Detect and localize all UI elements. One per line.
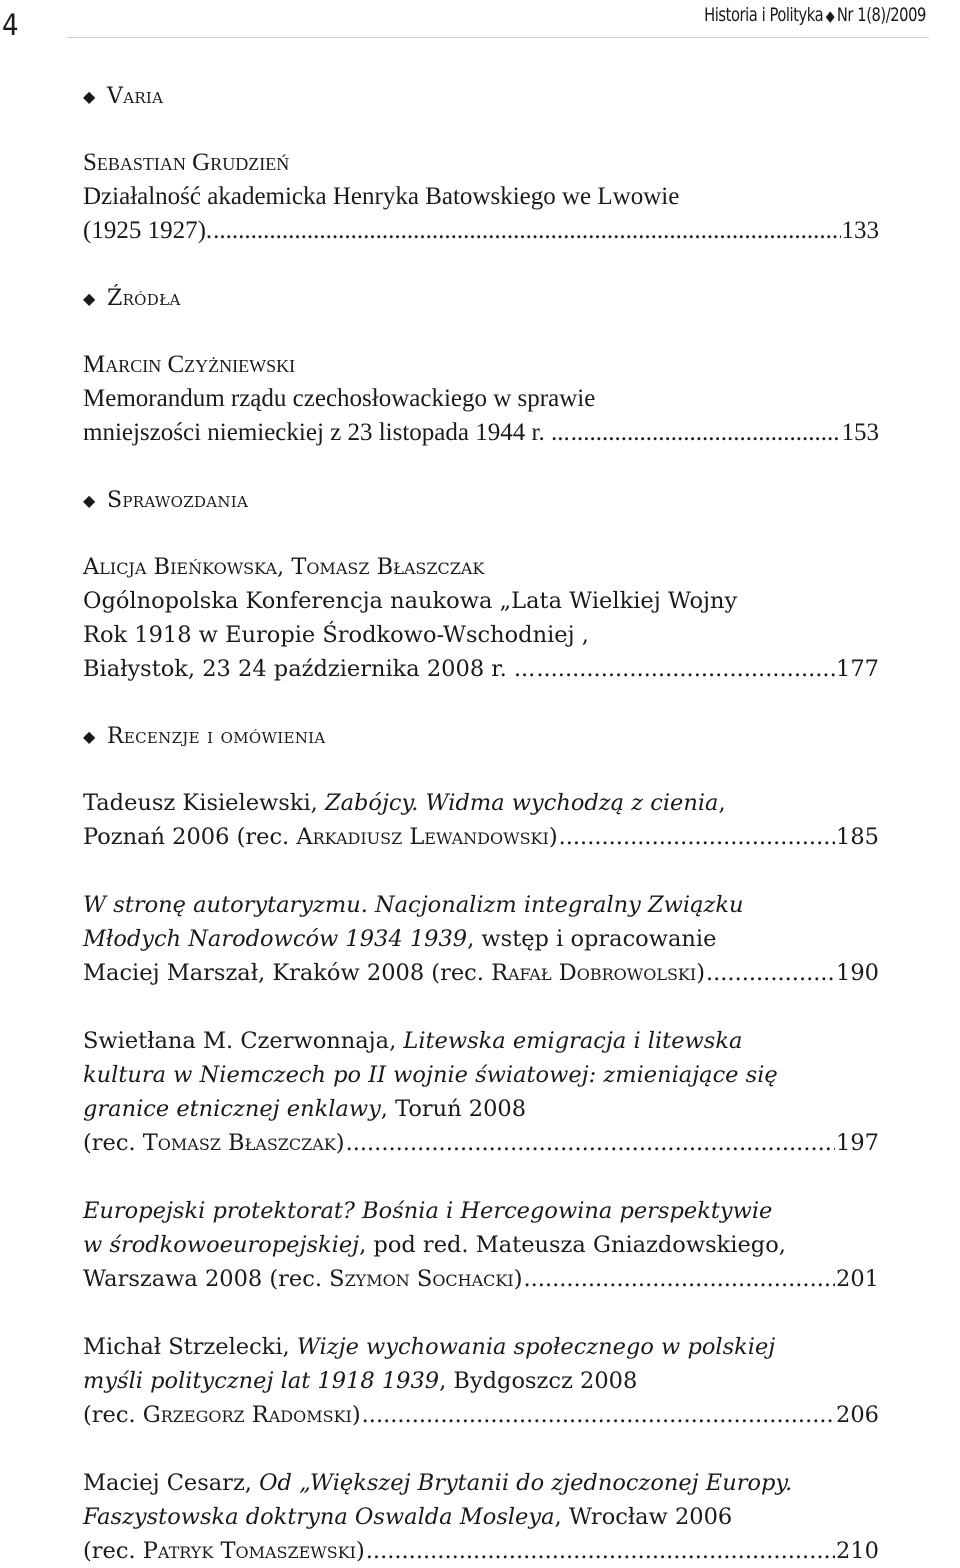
toc-entry[interactable] bbox=[83, 1466, 879, 1568]
entry-text: (rec. bbox=[83, 1130, 143, 1156]
entry-book-title: Wizje wychowania społecznego w polskiej bbox=[296, 1334, 776, 1360]
entry-book-title: Zabójcy. Widma wychodzą z cienia bbox=[324, 790, 719, 816]
entry-text: , Bydgoszcz 2008 bbox=[439, 1368, 638, 1394]
entry-page-number: 210 bbox=[836, 1538, 879, 1564]
diamond-bullet-icon: ◆ bbox=[83, 87, 96, 106]
entry-line bbox=[83, 1058, 879, 1092]
section-title: Varia bbox=[107, 84, 164, 109]
leader-dots bbox=[571, 416, 841, 450]
leader-dots bbox=[559, 820, 835, 854]
entry-book-title: Litewska emigracja i litewska bbox=[403, 1028, 743, 1054]
header-rule bbox=[67, 37, 929, 38]
entry-text: Warszawa 2008 (rec. bbox=[83, 1266, 330, 1292]
entry-text: (rec. bbox=[83, 1538, 143, 1564]
section-heading-varia bbox=[83, 80, 879, 114]
entry-text: , wstęp i opracowanie bbox=[467, 926, 717, 952]
entry-page-number: 177 bbox=[836, 656, 879, 682]
entry-author: Tomasz Błaszczak bbox=[291, 554, 485, 580]
entry-text bbox=[83, 1126, 345, 1160]
author-separator: , bbox=[277, 554, 292, 580]
entry-text: Maciej Marszał, Kraków 2008 (rec. bbox=[83, 960, 492, 986]
entry-page-number: 185 bbox=[836, 824, 879, 850]
toc-entry[interactable] bbox=[83, 348, 879, 450]
entry-author: Marcin Czyżniewski bbox=[83, 351, 296, 378]
entry-reviewer: Szymon Sochacki bbox=[329, 1266, 514, 1292]
entry-text: ) bbox=[513, 1266, 523, 1292]
leader-dots bbox=[536, 652, 835, 686]
entry-title-line: Działalność akademicka Henryka Batowskiego we Lwowie bbox=[83, 183, 680, 210]
toc-entry[interactable] bbox=[83, 1194, 879, 1296]
entry-reviewer: Tomasz Błaszczak bbox=[142, 1130, 336, 1156]
entry-title-line: Ogólnopolska Konferencja naukowa „Lata Wielkiej Wojny bbox=[83, 588, 738, 614]
entry-book-title: Europejski protektorat? Bośnia i Hercegowina perspektywie bbox=[83, 1198, 773, 1224]
running-header bbox=[704, 3, 926, 28]
entry-text: , Wrocław 2006 bbox=[554, 1504, 733, 1530]
entry-line bbox=[83, 1194, 879, 1228]
entry-line-last bbox=[83, 1534, 879, 1568]
entry-book-title: granice etnicznej enklawy bbox=[83, 1096, 381, 1122]
entry-text bbox=[83, 1534, 365, 1568]
entry-reviewer: Grzegorz Radomski bbox=[142, 1402, 352, 1428]
entry-text bbox=[83, 1398, 361, 1432]
entry-text: ) bbox=[355, 1538, 365, 1564]
diamond-bullet-icon: ◆ bbox=[83, 289, 96, 308]
section-title: Recenzje i omówienia bbox=[107, 724, 326, 749]
entry-line-last bbox=[83, 1398, 879, 1432]
toc-entry[interactable] bbox=[83, 786, 879, 854]
entry-reviewer: Rafał Dobrowolski bbox=[491, 960, 697, 986]
entry-author: Alicja Bieńkowska bbox=[83, 554, 277, 580]
entry-line bbox=[83, 1364, 879, 1398]
entry-line bbox=[83, 1466, 879, 1500]
entry-title-line: Rok 1918 w Europie Środkowo-Wschodniej , bbox=[83, 622, 589, 648]
leader-dots bbox=[362, 1398, 835, 1432]
entry-page-number: 197 bbox=[836, 1130, 879, 1156]
entry-line bbox=[83, 1092, 879, 1126]
entry-title-line: Memorandum rządu czechosłowackiego w sprawie bbox=[83, 385, 596, 412]
entry-line bbox=[83, 922, 879, 956]
section-title: Źródła bbox=[107, 286, 181, 311]
leader-dots bbox=[706, 956, 835, 990]
diamond-bullet-icon: ◆ bbox=[83, 491, 96, 510]
entry-book-title: Od „Większej Brytanii do zjednoczonej Europy. bbox=[259, 1470, 793, 1496]
entry-text bbox=[83, 1262, 522, 1296]
entry-page-number: 206 bbox=[836, 1402, 879, 1428]
leader-dots bbox=[346, 1126, 835, 1160]
entry-text: , Toruń 2008 bbox=[380, 1096, 527, 1122]
entry-title-text: Białystok, 23 24 października 2008 r. ... bbox=[83, 656, 536, 682]
section-heading-zrodla bbox=[83, 282, 879, 316]
entry-line bbox=[83, 888, 879, 922]
entry-book-title: myśli politycznej lat 1918 1939 bbox=[83, 1368, 440, 1394]
toc-entry[interactable] bbox=[83, 888, 879, 990]
entry-page-number: 201 bbox=[836, 1266, 879, 1292]
entry-book-title: kultura w Niemczech po II wojnie światowej: zmieniające się bbox=[83, 1062, 778, 1088]
entry-text: (rec. bbox=[83, 1402, 143, 1428]
entry-page-number: 133 bbox=[841, 217, 879, 244]
entry-text: ) bbox=[335, 1130, 345, 1156]
entry-text bbox=[83, 820, 558, 854]
entry-text bbox=[83, 956, 705, 990]
leader-dots bbox=[366, 1534, 835, 1568]
entry-page-number: 153 bbox=[841, 419, 879, 446]
leader-dots bbox=[523, 1262, 835, 1296]
entry-line bbox=[83, 1228, 879, 1262]
toc-entry[interactable] bbox=[83, 1024, 879, 1160]
entry-author: Tadeusz Kisielewski, bbox=[83, 790, 325, 816]
diamond-icon: ◆ bbox=[825, 7, 835, 25]
entry-book-title: Młodych Narodowców 1934 1939 bbox=[83, 926, 468, 952]
entry-line-last bbox=[83, 1262, 879, 1296]
toc-entry[interactable] bbox=[83, 1330, 879, 1432]
entry-title-text: mniejszości niemieckiej z 23 listopada 1944 r. ... bbox=[83, 419, 570, 446]
entry-line-last bbox=[83, 820, 879, 854]
entry-author: Michał Strzelecki, bbox=[83, 1334, 297, 1360]
entry-author: Swietłana M. Czerwonnaja, bbox=[83, 1028, 404, 1054]
entry-line-last bbox=[83, 1126, 879, 1160]
entry-title-line-last bbox=[83, 652, 879, 686]
entry-page-number: 190 bbox=[836, 960, 879, 986]
entry-title-line-last bbox=[83, 416, 879, 450]
entry-author: Maciej Cesarz, bbox=[83, 1470, 260, 1496]
entry-text: ) bbox=[548, 824, 558, 850]
entry-book-title: Faszystowska doktryna Oswalda Mosleya bbox=[83, 1504, 555, 1530]
page-number: 4 bbox=[2, 8, 19, 42]
entry-reviewer: Arkadiusz Lewandowski bbox=[296, 824, 549, 850]
entry-line bbox=[83, 1330, 879, 1364]
leader-dots bbox=[213, 214, 840, 248]
entry-text: , bbox=[718, 790, 726, 816]
entry-text: ) bbox=[351, 1402, 361, 1428]
section-title: Sprawozdania bbox=[107, 488, 249, 513]
entry-book-title: w środkowoeuropejskiej bbox=[83, 1232, 360, 1258]
entry-title-line-last bbox=[83, 214, 879, 248]
entry-line-last bbox=[83, 956, 879, 990]
entry-reviewer: Patryk Tomaszewski bbox=[142, 1538, 356, 1564]
entry-book-title: W stronę autorytaryzmu. Nacjonalizm integralny Związku bbox=[83, 892, 744, 918]
toc-entry[interactable] bbox=[83, 550, 879, 686]
entry-line bbox=[83, 786, 879, 820]
entry-authors bbox=[83, 550, 879, 584]
issue-number: Nr 1(8)/2009 bbox=[836, 4, 926, 26]
toc-entry[interactable] bbox=[83, 146, 879, 248]
entry-line bbox=[83, 1500, 879, 1534]
entry-line bbox=[83, 1024, 879, 1058]
entry-author: Sebastian Grudzień bbox=[83, 149, 290, 176]
journal-title: Historia i Polityka bbox=[704, 4, 824, 26]
section-heading-sprawozdania bbox=[83, 484, 879, 518]
entry-text: ) bbox=[696, 960, 705, 986]
entry-title-text: (1925 1927). bbox=[83, 217, 213, 244]
table-of-contents bbox=[83, 80, 879, 1568]
diamond-bullet-icon: ◆ bbox=[83, 727, 96, 746]
entry-text: , pod red. Mateusza Gniazdowskiego, bbox=[359, 1232, 786, 1258]
section-heading-recenzje bbox=[83, 720, 879, 754]
entry-text: Poznań 2006 (rec. bbox=[83, 824, 297, 850]
